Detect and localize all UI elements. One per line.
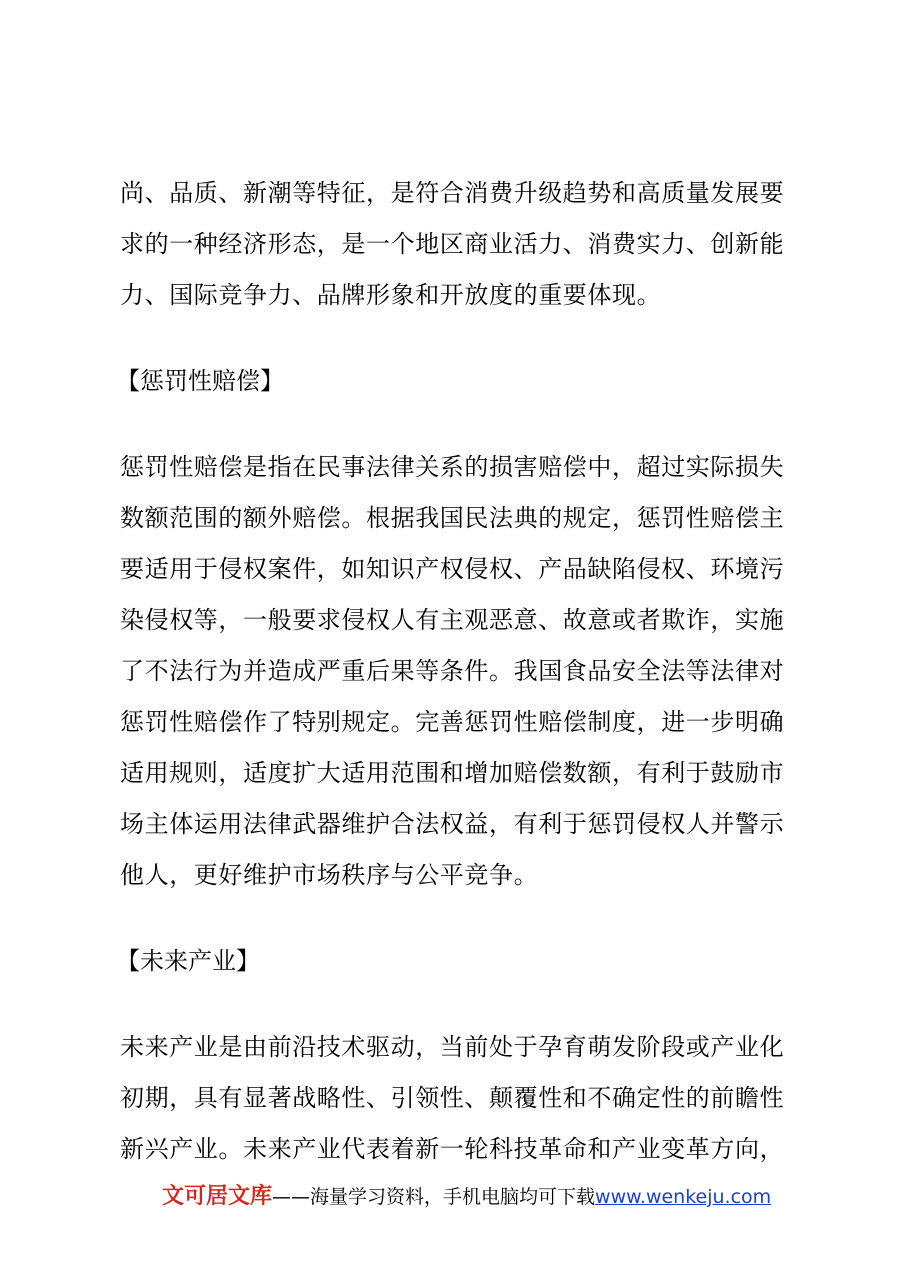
text-line: 初期，具有显著战略性、引领性、颠覆性和不确定性的前瞻性 xyxy=(120,1084,785,1112)
text-line: 场主体运用法律武器维护合法权益，有利于惩罚侵权人并警示 xyxy=(120,810,785,838)
text-line: 要适用于侵权案件，如知识产权侵权、产品缺陷侵权、环境污 xyxy=(120,555,785,583)
intro-paragraph xyxy=(120,168,800,321)
text-line: 染侵权等，一般要求侵权人有主观恶意、故意或者欺诈，实施 xyxy=(120,606,785,634)
section-heading-future-industries: 【未来产业】 xyxy=(116,947,260,975)
text-line: 力、国际竞争力、品牌形象和开放度的重要体现。 xyxy=(120,281,662,309)
document-body xyxy=(116,168,800,1175)
future-industries-paragraph xyxy=(120,1022,800,1175)
text-line: 了不法行为并造成严重后果等条件。我国食品安全法等法律对 xyxy=(120,657,785,685)
text-line: 适用规则，适度扩大适用范围和增加赔偿数额，有利于鼓励市 xyxy=(120,759,785,787)
text-line: 惩罚性赔偿是指在民事法律关系的损害赔偿中，超过实际损失 xyxy=(120,453,785,481)
footer-website-link[interactable]: www.wenkeju.com xyxy=(595,1186,772,1208)
text-line: 求的一种经济形态，是一个地区商业活力、消费实力、创新能 xyxy=(120,230,785,258)
page-footer xyxy=(162,1182,771,1212)
text-line: 尚、品质、新潮等特征，是符合消费升级趋势和高质量发展要 xyxy=(120,179,785,207)
footer-tagline: ——海量学习资料，手机电脑均可下载 xyxy=(272,1186,596,1208)
text-line: 数额范围的额外赔偿。根据我国民法典的规定，惩罚性赔偿主 xyxy=(120,504,785,532)
text-line: 未来产业是由前沿技术驱动，当前处于孕育萌发阶段或产业化 xyxy=(120,1033,785,1061)
text-line: 他人，更好维护市场秩序与公平竞争。 xyxy=(120,861,539,889)
text-line: 惩罚性赔偿作了特别规定。完善惩罚性赔偿制度，进一步明确 xyxy=(120,708,785,736)
punitive-damages-paragraph xyxy=(120,442,800,901)
text-line: 新兴产业。未来产业代表着新一轮科技革命和产业变革方向， xyxy=(120,1135,785,1163)
section-heading-punitive-damages: 【惩罚性赔偿】 xyxy=(116,367,284,395)
footer-brand: 文可居文库 xyxy=(162,1184,273,1209)
